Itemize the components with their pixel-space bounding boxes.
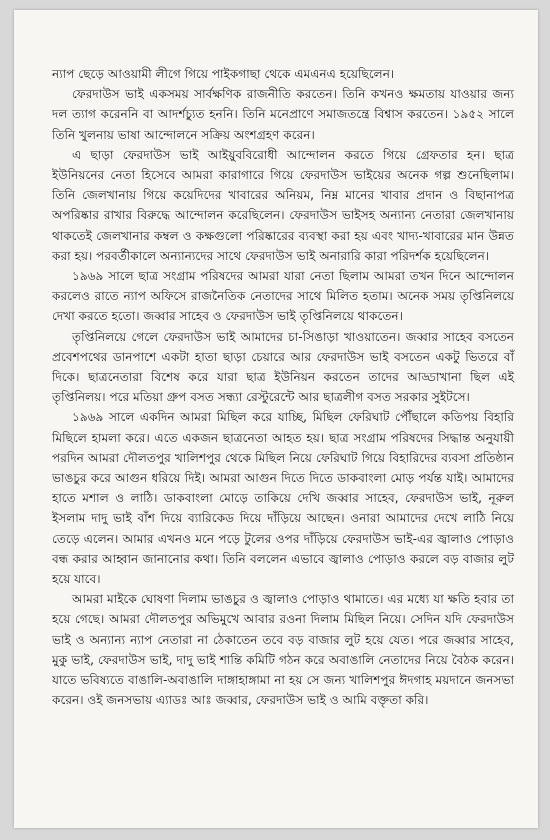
paragraph-5: তৃপ্তিনিলয়ে গেলে ফেরদাউস ভাই আমাদের চা-সিঙাড়া খাওয়াতেন। জব্বার সাহেব বসতেন প্রবেশপথের ডানপাশে একটা হাতা ছাড়া চেয়ারে আর ফেরদাউস ভাই বসতেন একটু ভিতরে বাঁ দিকে। ছাত্রনেতারা বিশেষ করে যারা ছাত্র ইউনিয়ন করতেন তাদের আড্ডাখানা ছিল এই তৃপ্তিনিলয়। পরে মতিয়া গ্রুপ বসত সন্ধ্যা রেস্টুরেন্টে আর ছাত্রলীগ বসত সরকার সুইটসে।: [52, 329, 514, 405]
paragraph-7: আমরা মাইকে ঘোষণা দিলাম ভাঙচুর ও জ্বালাও পোড়াও থামাতে। এর মধ্যে যা ক্ষতি হবার তা হয়ে গেছে। আমরা দৌলতপুর অভিমুখে আবার রওনা দিলাম মিছিল নিয়ে। সেদিন যদি ফেরদাউস ভাই ও অন্যান্য ন্যাপ নেতারা না ঠেকাতেন তবে বড় বাজার লুট হয়ে যেত। পরে জব্বার সাহেব, মুকু ভাই, ফেরদাউস ভাই, দাদু ভাই শান্তি কমিটি গঠন করে অবাঙালি নেতাদের নিয়ে বৈঠক করেন। যাতে ভবিষ্যতে বাঙালি-অবাঙালি দাঙ্গাহাঙ্গামা না হয় সে জন্য খালিশপুর ঈদগাহ ময়দানে জনসভা করেন। ওই জনসভায় এ্যাডঃ আঃ জব্বার, ফেরদাউস ভাই ও আমি বক্তৃতা করি।: [52, 592, 514, 708]
book-page: [14, 10, 538, 828]
page-body-text: [52, 64, 514, 711]
paragraph-1: ন্যাপ ছেড়ে আওয়ামী লীগে গিয়ে পাইকগাছা থেকে এমএনএ হয়েছিলেন।: [52, 67, 395, 81]
paragraph-6: ১৯৬৯ সালে একদিন আমরা মিছিল করে যাচ্ছি, মিছিল ফেরিঘাট পৌঁছালে কতিপয় বিহারি মিছিলে হামলা করে। এতে একজন ছাত্রনেতা আহত হয়। ছাত্র সংগ্রাম পরিষদের সিদ্ধান্ত অনুযায়ী পরদিন আমরা দৌলতপুর খালিশপুর থেকে মিছিল নিয়ে ফেরিঘাট গিয়ে বিহারিদের ব্যবসা প্রতিষ্ঠান ভাঙচুর করে আগুন ধরিয়ে দিই। আমরা আগুন দিতে দিতে ডাকবাংলা মোড় পর্যন্ত যাই। আমাদের হাতে মশাল ও লাঠি। ডাকবাংলা মোড়ে তাকিয়ে দেখি জব্বার সাহেব, ফেরদাউস ভাই, নূরুল ইসলাম দাদু ভাই বাঁশ দিয়ে ব্যারিকেড দিয়ে দাঁড়িয়ে আছেন। ওনারা আমাদের দেখে লাঠি নিয়ে তেড়ে এলেন। আমার এখনও মনে পড়ে টুলের ওপর দাঁড়িয়ে ফেরদাউস ভাই-এর জ্বালাও পোড়াও বন্ধ করার আহ্বান জানানোর কথা। তিনি বললেন এভাবে জ্বালাও পোড়াও করলে বড় বাজার লুট হয়ে যাবে।: [52, 410, 514, 587]
paragraph-2: ফেরদাউস ভাই একসময় সার্বক্ষণিক রাজনীতি করতেন। তিনি কখনও ক্ষমতায় যাওয়ার জন্য দল ত্যাগ করেননি বা আদর্শচ্যুত হননি। তিনি মনেপ্রাণে সমাজতন্ত্রে বিশ্বাস করতেন। ১৯৫২ সালে তিনি খুলনায় ভাষা আন্দোলনে সক্রিয় অংশগ্রহণ করেন।: [52, 87, 514, 142]
paragraph-3: এ ছাড়া ফেরদাউস ভাই আইয়ুববিরোধী আন্দোলন করতে গিয়ে গ্রেফতার হন। ছাত্র ইউনিয়নের নেতা হিসেবে আমরা কারাগারে গিয়ে ফেরদাউস ভাইয়ের অনেক গল্প শুনেছিলাম। তিনি জেলখানায় গিয়ে কয়েদিদের খাবারের অনিয়ম, নিম্ন মানের খাবার প্রদান ও বিছানাপত্র অপরিষ্কার রাখার বিরুদ্ধে আন্দোলন করেছিলেন। ফেরদাউস ভাইসহ অন্যান্য নেতারা জেলখানায় থাকতেই জেলখানার কম্বল ও কক্ষগুলো পরিষ্কারের ব্যবস্থা করা হয় এবং খাদ্য-খাবারের মান উন্নত করা হয়। পরবর্তীকালে অন্যান্যদের সাথে ফেরদাউস ভাই অনারারি কারা পরিদর্শক হয়েছিলেন।: [52, 147, 514, 263]
paragraph-4: ১৯৬৯ সালে ছাত্র সংগ্রাম পরিষদের আমরা যারা নেতা ছিলাম আমরা তখন দিনে আন্দোলন করলেও রাতে ন্যাপ অফিসে রাজনৈতিক নেতাদের সাথে মিলিত হতাম। অনেক সময় তৃপ্তিনিলয়ে দেখা করতে হতো। জব্বার সাহেব ও ফেরদাউস ভাই তৃপ্তিনিলয়ে থাকতেন।: [52, 269, 514, 324]
